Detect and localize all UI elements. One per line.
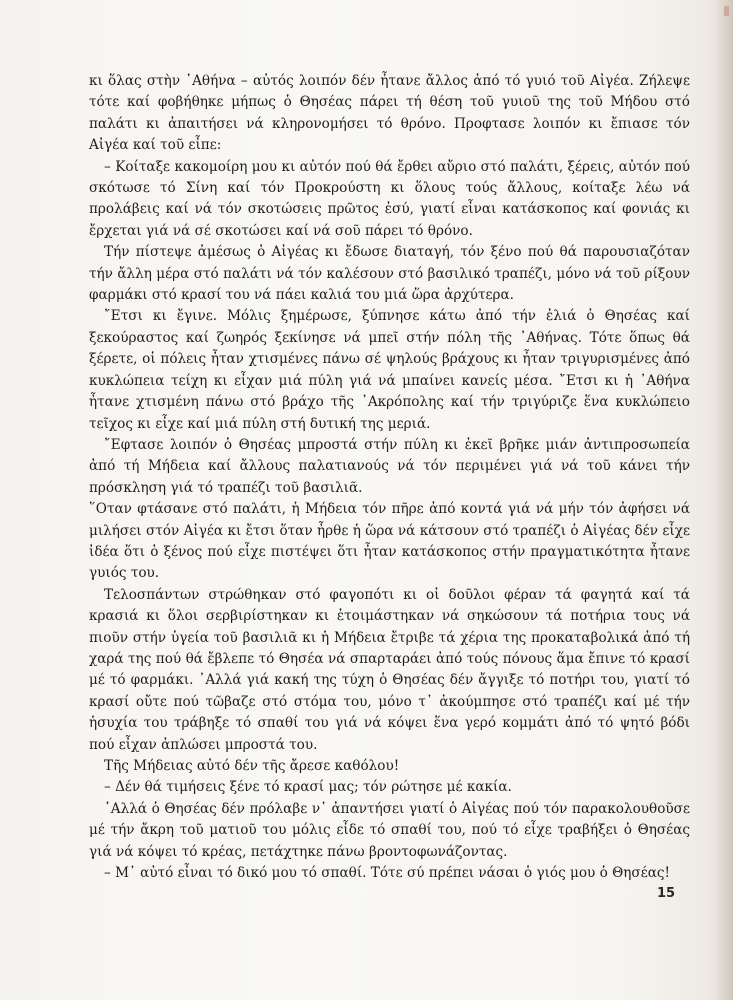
paragraph: ῎Εφτασε λοιπόν ὁ Θησέας μπροστά στήν πύλη κι ἐκεῖ βρῆκε μιάν ἀντιπροσωπεία ἀπό τή Μήδεια καί ἄλλους παλατιανούς νά τόν περιμένει γιά νά τοῦ κάνει τήν πρόσκληση γιά τό τραπέζι τοῦ βασιλιᾶ. xyxy=(89,436,690,496)
paragraph: ῎Ετσι κι ἔγινε. Μόλις ξημέρωσε, ξύπνησε κάτω ἀπό τήν ἐλιά ὁ Θησέας καί ξεκούραστος καί ζωηρός ξεκίνησε νά μπεῖ στήν πόλη τῆς ᾿Αθήνας. Τότε ὅπως θά ξέρετε, οἱ πόλεις ἦταν χτισμένες πάνω σέ ψηλούς βράχους κι ἦταν τριγυρισμένες ἀπό κυκλώπεια τείχη κι εἶχαν μιά πύλη γιά νά μπαίνει κανείς μέσα. ῎Ετσι κι ἡ ᾿Αθήνα ἦτανε χτισμένη πάνω στό βράχο τῆς ᾿Ακρόπολης καί τήν τριγύριζε ἕνα κυκλώπειο τεῖχος κι εἶχε καί μιά πύλη στή δυτική της μεριά. xyxy=(89,308,690,432)
paragraph: κι ὅλας στὴν ᾿Αθήνα – αὐτός λοιπόν δέν ἦτανε ἄλλος ἀπό τό γυιό τοῦ Αἰγέα. Ζήλεψε τότε καί φοβήθηκε μήπως ὁ Θησέας πάρει τή θέση τοῦ γυιοῦ της τοῦ Μήδου στό παλάτι κι ἀπαιτήσει νά κληρονομήσει τό θρόνο. Προφτασε λοιπόν κι ἔπιασε τόν Αἰγέα καί τοῦ εἶπε: xyxy=(89,73,690,154)
paragraph: ῞Οταν φτάσανε στό παλάτι, ἡ Μήδεια τόν πῆρε ἀπό κοντά γιά νά μήν τόν ἀφήσει νά μιλήσει στόν Αἰγέα κι ἔτσι ὅταν ἦρθε ἡ ὥρα νά κάτσουν στό τραπέζι ὁ Αἰγέας δέν εἶχε ἰδέα ὅτι ὁ ξένος πού εἶχε πιστέψει ὅτι ἦταν κατάσκοπος στήν πραγματικότητα ἦτανε γυιός του. xyxy=(89,501,690,582)
paragraph: Τελοσπάντων στρώθηκαν στό φαγοπότι κι οἱ δοῦλοι φέραν τά φαγητά καί τά κρασιά κι ὅλοι σερβιρίστηκαν κι ἑτοιμάστηκαν νά σηκώσουν τά ποτήρια τους νά πιοῦν στήν ὑγεία τοῦ βασιλιᾶ κι ἡ Μήδεια ἔτριβε τά χέρια της προκαταβολικά ἀπό τή χαρά της πού θά ἔβλεπε τό Θησέα νά σπαρταράει ἀπό τούς πόνους ἅμα ἔπινε τό κρασί μέ τό φαρμάκι. ᾿Αλλά γιά κακή της τύχη ὁ Θησέας δέν ἄγγιξε τό ποτήρι του, γιατί τό κρασί οὔτε πού τῶβαζε στό στόμα του, μόνο τ᾿ ἀκούμπησε στό τραπέζι καί μέ τήν ἡσυχία του τράβηξε τό σπαθί του γιά νά κόψει ἕνα γερό κομμάτι ἀπό τό ψητό βόδι πού εἶχαν ἁπλώσει μπροστά του. xyxy=(89,586,690,753)
paragraph: – Δέν θά τιμήσεις ξένε τό κρασί μας; τόν ρώτησε μέ κακία. xyxy=(104,779,512,796)
page-edge-mark xyxy=(724,6,729,16)
paragraph: Τῆς Μήδειας αὐτό δέν τῆς ἄρεσε καθόλου! xyxy=(104,758,400,774)
paragraph: – Κοίταξε κακομοίρη μου κι αὐτόν πού θά ἔρθει αὔριο στό παλάτι, ξέρεις, αὐτόν πού σκότωσε τό Σίνη καί τόν Προκρούστη κι ὅλους τούς ἄλλους, κοίταξε λέω νά προλάβεις καί νά τόν σκοτώσεις πρῶτος ἐσύ, γιατί εἶναι κατάσκοπος καί φονιάς κι ἔρχεται γιά νά σέ σκοτώσει καί νά σοῦ πάρει τό θρόνο. xyxy=(89,158,690,239)
page-number: 15 xyxy=(657,886,676,901)
paragraph: ᾿Αλλά ὁ Θησέας δέν πρόλαβε ν᾿ ἀπαντήσει γιατί ὁ Αἰγέας πού τόν παρακολουθοῦσε μέ τήν ἄκρη τοῦ ματιοῦ του μόλις εἶδε τό σπαθί του, πού τό εἶχε τραβήξει ὁ Θησέας γιά νά κόψει τό κρέας, πετάχτηκε πάνω βροντοφωνάζοντας. xyxy=(89,800,690,860)
body-text xyxy=(89,71,690,884)
page-edge xyxy=(717,0,733,1000)
paragraph: – Μ᾿ αὐτό εἶναι τό δικό μου τό σπαθί. Τότε σύ πρέπει νάσαι ὁ γιός μου ὁ Θησέας! xyxy=(104,865,671,882)
paragraph: Τήν πίστεψε ἀμέσως ὁ Αἰγέας κι ἔδωσε διαταγή, τόν ξένο πού θά παρουσιαζόταν τήν ἄλλη μέρα στό παλάτι νά τόν καλέσουν στό βασιλικό τραπέζι, μόνο νά τοῦ ρίξουν φαρμάκι στό κρασί του νά πάει καλιά του μιά ὥρα ἀρχύτερα. xyxy=(89,244,690,304)
